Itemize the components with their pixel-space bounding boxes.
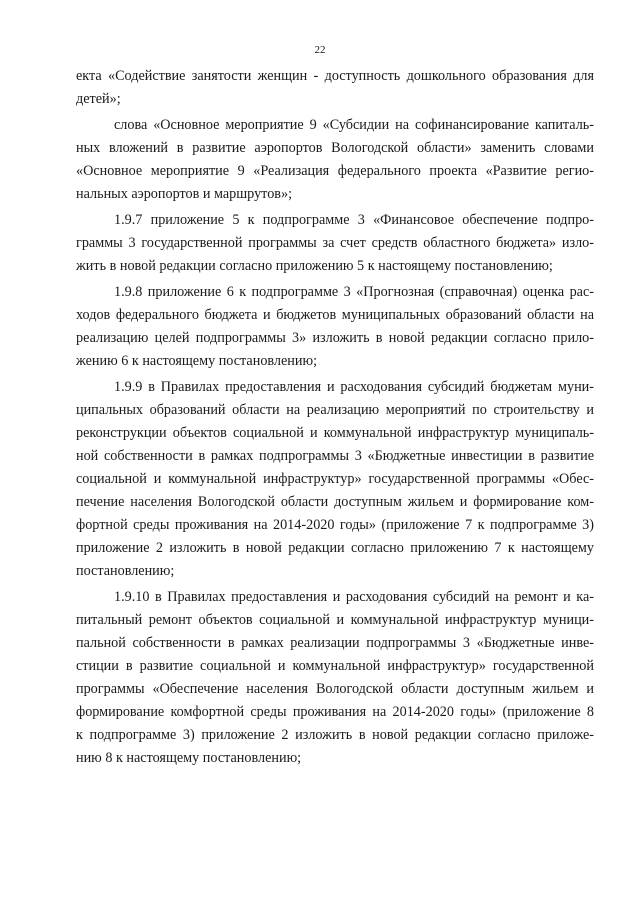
text-line: ходов федерального бюджета и бюджетов муниципальных образований области на — [76, 307, 594, 323]
text-line: нию 8 к настоящему постановлению; — [76, 750, 302, 766]
paragraph-1-9-8 — [76, 281, 594, 373]
text-line: 1.9.7 приложение 5 к подпрограмме 3 «Финансовое обеспечение подпро- — [114, 212, 594, 228]
text-line: ной собственности в рамках подпрограммы 3 «Бюджетные инвестиции в развитие — [76, 448, 594, 464]
text-line: граммы 3 государственной программы за счет средств областного бюджета» изло- — [76, 235, 594, 251]
text-line: «Основное мероприятие 9 «Реализация федерального проекта «Развитие регио- — [76, 163, 594, 179]
paragraph-1-9-10 — [76, 586, 594, 770]
text-line: приложение 2 изложить в новой редакции согласно приложению 7 к настоящему — [76, 540, 594, 556]
text-line: екта «Содействие занятости женщин - доступность дошкольного образования для — [76, 68, 594, 84]
text-line: пальной собственности в рамках реализации подпрограммы 3 «Бюджетные инве- — [76, 635, 594, 651]
text-line: нальных аэропортов и маршрутов»; — [76, 186, 293, 202]
text-line: питальный ремонт объектов социальной и коммунальной инфраструктур муници- — [76, 612, 594, 628]
paragraph-airports — [76, 114, 594, 206]
paragraph-continuation — [76, 65, 594, 111]
text-line: реконструкции объектов социальной и коммунальной инфраструктур муниципаль- — [76, 425, 594, 441]
paragraph-1-9-7 — [76, 209, 594, 278]
document-body — [76, 65, 594, 773]
text-line: реализацию целей подпрограммы 3» изложить в новой редакции согласно прило- — [76, 330, 594, 346]
text-line: программы «Обеспечение населения Вологодской области доступным жильем и — [76, 681, 594, 697]
text-line: формирование комфортной среды проживания на 2014-2020 годы» (приложение 8 — [76, 704, 594, 720]
text-line: слова «Основное мероприятие 9 «Субсидии на софинансирование капиталь- — [114, 117, 594, 133]
text-line: детей»; — [76, 91, 121, 107]
text-line: ципальных образований области на реализацию мероприятий по строительству и — [76, 402, 594, 418]
text-line: фортной среды проживания на 2014-2020 годы» (приложение 7 к подпрограмме 3) — [76, 517, 594, 533]
page-number: 22 — [314, 44, 326, 56]
paragraph-1-9-9 — [76, 376, 594, 583]
text-line: жению 6 к настоящему постановлению; — [76, 353, 318, 369]
text-line: 1.9.10 в Правилах предоставления и расходования субсидий на ремонт и ка- — [114, 589, 594, 605]
text-line: 1.9.8 приложение 6 к подпрограмме 3 «Прогнозная (справочная) оценка рас- — [114, 284, 594, 300]
text-line: социальной и коммунальной инфраструктур» государственной программы «Обес- — [76, 471, 594, 487]
text-line: постановлению; — [76, 563, 175, 579]
text-line: к подпрограмме 3) приложение 2 изложить в новой редакции согласно приложе- — [76, 727, 594, 743]
text-line: печение населения Вологодской области доступным жильем и формирование ком- — [76, 494, 594, 510]
text-line: ных вложений в развитие аэропортов Вологодской области» заменить словами — [76, 140, 594, 156]
text-line: 1.9.9 в Правилах предоставления и расходования субсидий бюджетам муни- — [114, 379, 594, 395]
text-line: стиции в развитие социальной и коммунальной инфраструктур» государственной — [76, 658, 594, 674]
text-line: жить в новой редакции согласно приложению 5 к настоящему постановлению; — [76, 258, 553, 274]
